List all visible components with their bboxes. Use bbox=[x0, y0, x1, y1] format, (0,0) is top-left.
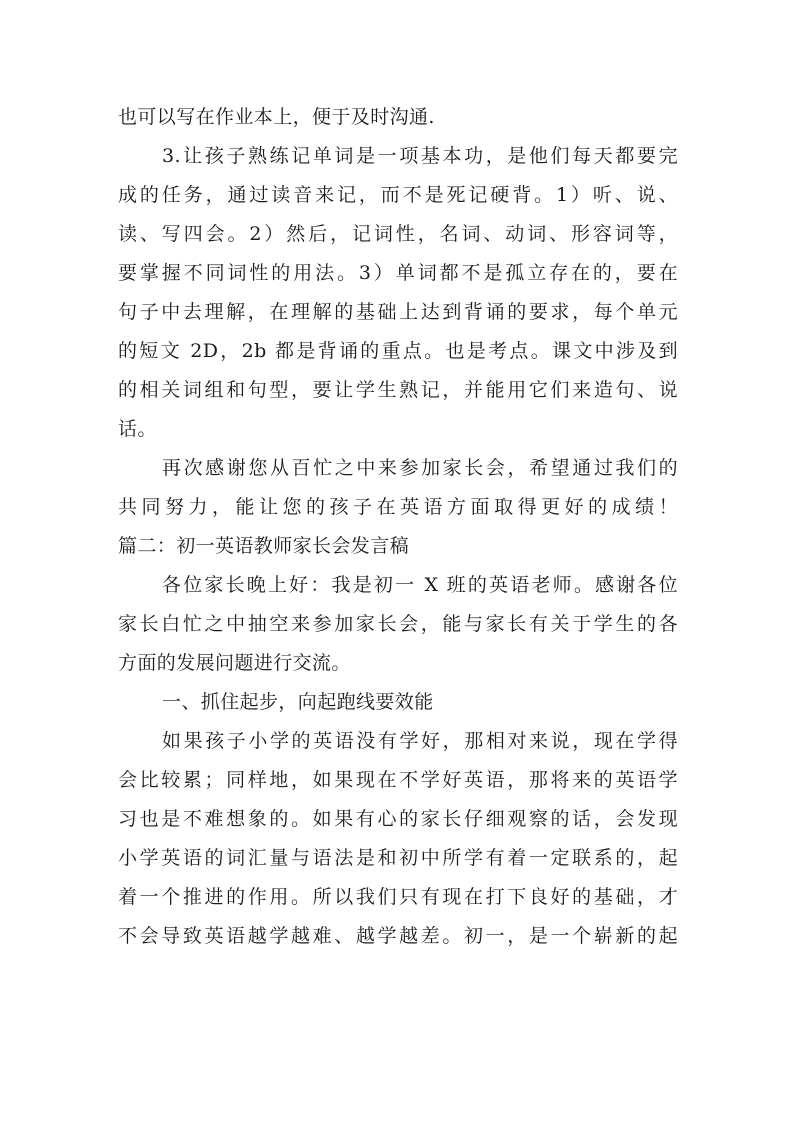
text-line-10: 再次感谢您从百忙之中来参加家长会，希望通过我们的 bbox=[162, 457, 678, 479]
text-line-4: 读、写四会。2）然后，记词性，名词、动词、形容词等， bbox=[118, 223, 678, 245]
text-line-6: 句子中去理解，在理解的基础上达到背诵的要求，每个单元 bbox=[118, 301, 678, 323]
text-line-3: 成的任务，通过读音来记，而不是死记硬背。1）听、说、 bbox=[118, 184, 678, 206]
text-line-17: 如果孩子小学的英语没有学好，那相对来说，现在学得 bbox=[162, 730, 678, 752]
text-line-21: 着一个推进的作用。所以我们只有现在打下良好的基础，才 bbox=[118, 886, 678, 908]
text-line-15: 方面的发展问题进行交流。 bbox=[118, 652, 351, 674]
text-line-9: 话。 bbox=[118, 418, 157, 440]
text-line-18: 会比较累；同样地，如果现在不学好英语，那将来的英语学 bbox=[118, 769, 678, 791]
text-line-7: 的短文 2D，2b 都是背诵的重点。也是考点。课文中涉及到 bbox=[118, 340, 678, 362]
text-line-8: 的相关词组和句型，要让学生熟记，并能用它们来造句、说 bbox=[118, 379, 678, 401]
text-line-5: 要掌握不同词性的用法。3）单词都不是孤立存在的，要在 bbox=[118, 262, 678, 284]
text-line-1: 也可以写在作业本上，便于及时沟通. bbox=[118, 106, 435, 128]
text-line-22: 不会导致英语越学越难、越学越差。初一，是一个崭新的起 bbox=[118, 925, 678, 947]
text-line-20: 小学英语的词汇量与语法是和初中所学有着一定联系的，起 bbox=[118, 847, 678, 869]
text-line-14: 家长白忙之中抽空来参加家长会，能与家长有关于学生的各 bbox=[118, 613, 678, 635]
text-line-19: 习也是不难想象的。如果有心的家长仔细观察的话，会发现 bbox=[118, 808, 678, 830]
text-line-2: 3.让孩子熟练记单词是一项基本功，是他们每天都要完 bbox=[162, 145, 678, 167]
document-body bbox=[118, 98, 678, 956]
subsection-heading: 一、抓住起步，向起跑线要效能 bbox=[162, 691, 434, 713]
text-line-13: 各位家长晚上好：我是初一 X 班的英语老师。感谢各位 bbox=[162, 574, 678, 596]
section-heading: 篇二：初一英语教师家长会发言稿 bbox=[118, 535, 410, 557]
text-line-11: 共同努力，能让您的孩子在英语方面取得更好的成绩！ bbox=[118, 496, 678, 518]
